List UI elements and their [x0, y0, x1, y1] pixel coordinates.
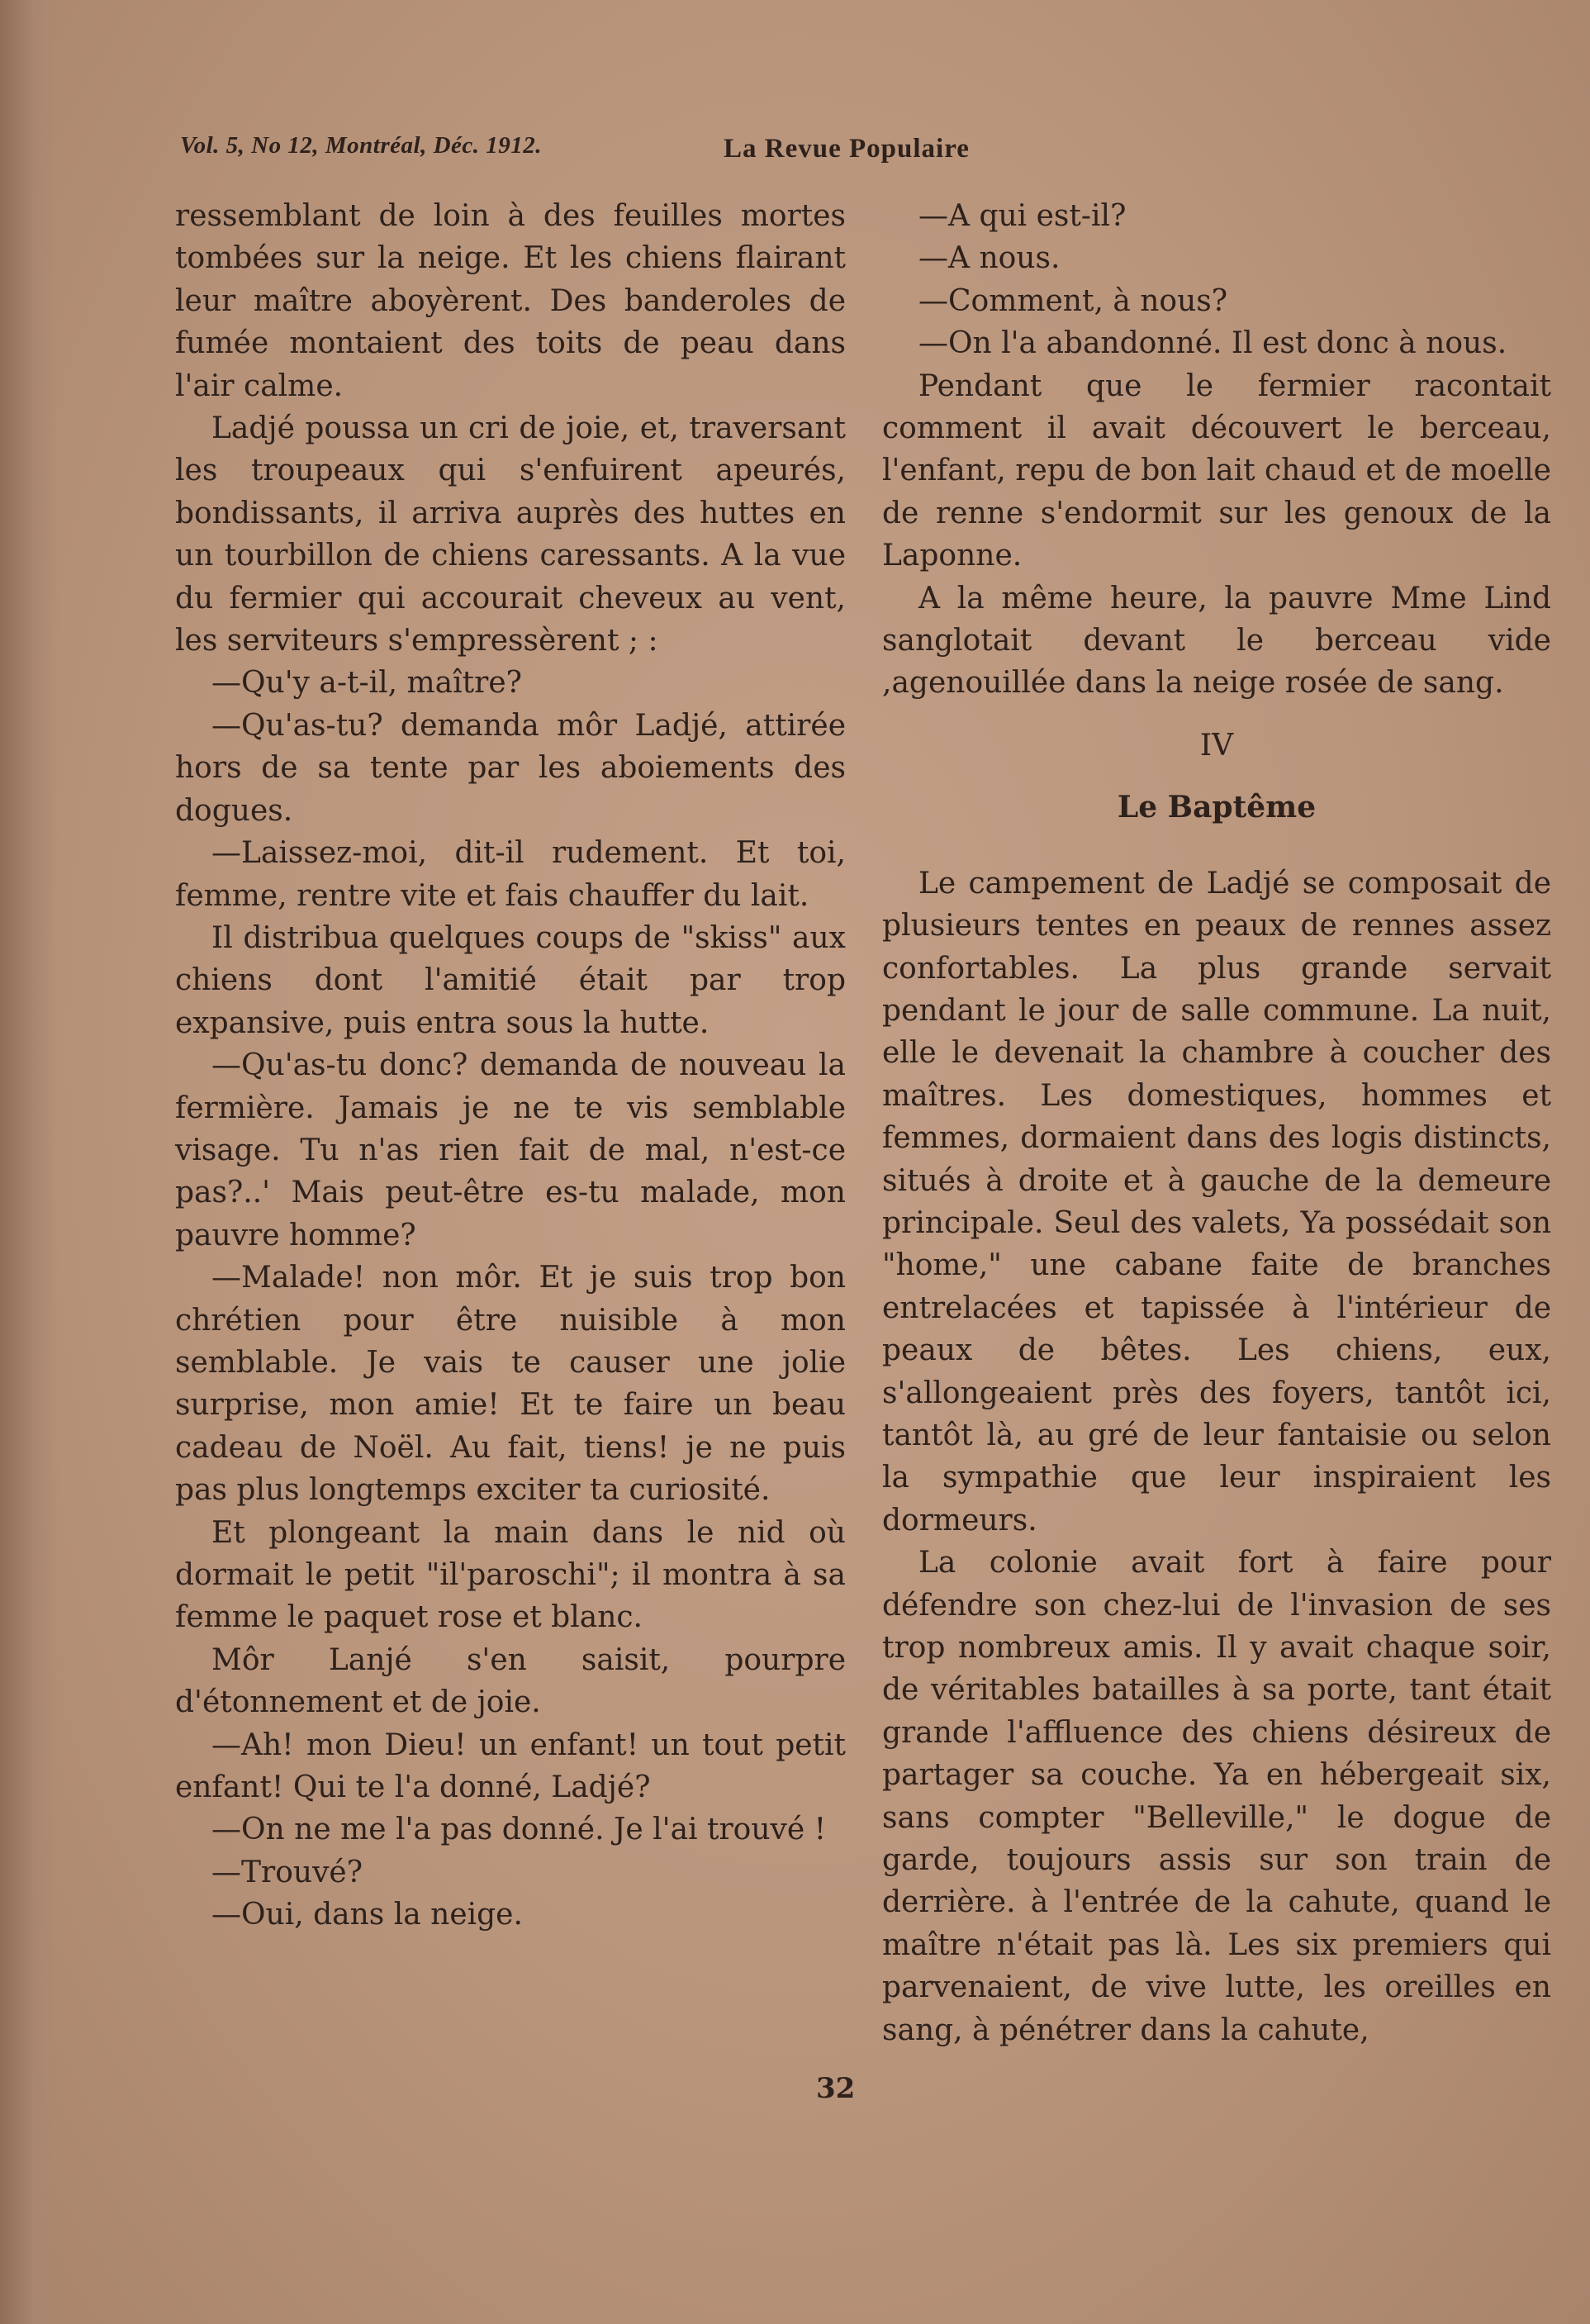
paragraph: —On l'a abandonné. Il est donc à nous. [918, 326, 1507, 361]
paragraph: Le campement de Ladjé se composait de plusieurs tentes en peaux de rennes assez confortables. La plus grande servait pendant le jour de salle commune. La nuit, elle le devenait la chambre à coucher des maîtres. Les domestiques, hommes et femmes, dormaient dans des logis distincts, situés à droite et à gauche de la demeure principale. Seul des valets, Ya possédait son "home," une cabane faite de branches entrelacées et tapissée à l'intérieur de peaux de bêtes. Les chiens, eux, s'allongeaient près des foyers, tantôt ici, tantôt là, au gré de leur fantaisie ou selon la sympathie que leur inspiraient les dormeurs. [882, 866, 1551, 1537]
paragraph: —Malade! non môr. Et je suis trop bon chrétien pour être nuisible à mon semblable. Je vais te causer une jolie surprise, mon amie! Et te faire un beau cadeau de Noël. Au fait, tiens! je ne puis pas plus longtemps exciter ta curiosité. [175, 1261, 846, 1508]
paragraph: Ladjé poussa un cri de joie, et, traversant les troupeaux qui s'enfuirent apeurés, bondissants, il arriva auprès des huttes en un tourbillon de chiens caressants. A la vue du fermier qui accourait cheveux au vent, les serviteurs s'empressèrent ; : [175, 411, 846, 658]
paragraph: Môr Lanjé s'en saisit, pourpre d'étonnement et de joie. [175, 1642, 846, 1720]
paragraph: —Ah! mon Dieu! un enfant! un tout petit enfant! Qui te l'a donné, Ladjé? [175, 1728, 846, 1805]
binding-shadow [0, 0, 58, 2324]
right-column [882, 195, 1551, 2051]
paragraph: A la même heure, la pauvre Mme Lind sanglotait devant le berceau vide ,agenouillée dans la neige rosée de sang. [882, 581, 1551, 701]
page-number: 32 [816, 2072, 856, 2105]
section-number: IV [1199, 728, 1234, 763]
paragraph: —Qu'as-tu donc? demanda de nouveau la fermière. Jamais je ne te vis semblable visage. Tu n'as rien fait de mal, n'est-ce pas?..' Mais peut-être es-tu malade, mon pauvre homme? [175, 1048, 846, 1252]
paragraph: —A qui est-il? [918, 199, 1127, 233]
paragraph: —On ne me l'a pas donné. Je l'ai trouvé ! [211, 1813, 827, 1847]
left-column [175, 195, 846, 1937]
paragraph: ressemblant de loin à des feuilles mortes tombées sur la neige. Et les chiens flairant leur maître aboyèrent. Des banderoles de fumée montaient des toits de peau dans l'air calme. [175, 199, 846, 403]
paragraph: —Comment, à nous? [918, 283, 1228, 318]
paragraph: Pendant que le fermier racontait comment il avait découvert le berceau, l'enfant, repu de bon lait chaud et de moelle de renne s'endormit sur les genoux de la Laponne. [882, 368, 1551, 573]
paragraph: —Trouvé? [211, 1855, 363, 1889]
publication-title: La Revue Populaire [724, 134, 970, 164]
paragraph: —Oui, dans la neige. [211, 1898, 523, 1932]
paragraph: —Qu'y a-t-il, maître? [211, 666, 522, 701]
paragraph: —Qu'as-tu? demanda môr Ladjé, attirée hors de sa tente par les aboiements des dogues. [175, 708, 846, 828]
paragraph: Et plongeant la main dans le nid où dormait le petit "il'paroschi"; il montra à sa femme le paquet rose et blanc. [175, 1515, 846, 1635]
paragraph: —Laissez-moi, dit-il rudement. Et toi, femme, rentre vite et fais chauffer du lait. [175, 836, 846, 913]
paragraph: Il distribua quelques coups de "skiss" aux chiens dont l'amitié était par trop expansive, puis entra sous la hutte. [175, 920, 846, 1040]
volume-info: Vol. 5, No 12, Montréal, Déc. 1912. [180, 132, 542, 159]
paragraph: La colonie avait fort à faire pour défendre son chez-lui de l'invasion de ses trop nombreux amis. Il y avait chaque soir, de véritables batailles à sa porte, tant était grande l'affluence des chiens désireux de partager sa couche. Ya en hébergeait six, sans compter "Belleville," le dogue de garde, toujours assis sur son train de derrière. à l'entrée de la cahute, quand le maître n'était pas là. Les six premiers qui parvenaient, de vive lutte, les oreilles en sang, à pénétrer dans la cahute, [882, 1546, 1551, 2047]
paragraph: —A nous. [918, 241, 1061, 276]
section-title: Le Baptême [1117, 790, 1317, 825]
